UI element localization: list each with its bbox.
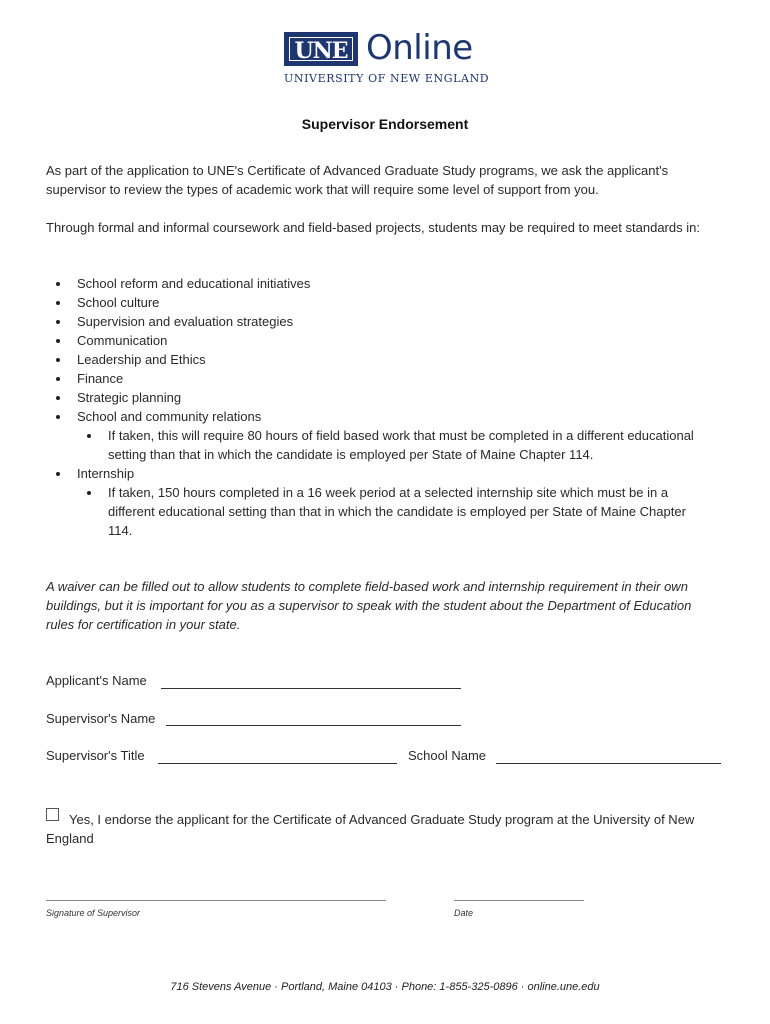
school-name-field[interactable] (496, 763, 721, 764)
list-item: Strategic planning (46, 388, 696, 407)
logo-online-text: Online (366, 28, 473, 68)
page-title: Supervisor Endorsement (301, 116, 469, 132)
list-item: Leadership and Ethics (46, 350, 696, 369)
une-logo-text: UNE (289, 37, 353, 61)
list-item: School reform and educational initiatives (46, 274, 696, 293)
standards-list (46, 274, 696, 540)
list-item-label: Internship (77, 466, 135, 481)
school-name-label: School Name (408, 748, 487, 763)
list-item-group (46, 464, 696, 540)
sub-list-item: If taken, this will require 80 hours of field based work that must be completed in a different educational setting than that in which the candidate is employed per State of Maine Chapter 114. (77, 426, 696, 464)
supervisor-name-label: Supervisor's Name (46, 711, 156, 726)
sub-list (77, 483, 696, 540)
une-logo-box (284, 32, 358, 66)
list-item: School culture (46, 293, 696, 312)
list-item: Communication (46, 331, 696, 350)
logo-subtitle: UNIVERSITY OF NEW ENGLAND (284, 72, 490, 85)
applicant-name-label: Applicant's Name (46, 673, 147, 688)
supervisor-title-field[interactable] (158, 763, 397, 764)
waiver-note: A waiver can be filled out to allow students to complete field-based work and internship requirement in their own buildings, but it is important for you as a supervisor to speak with the student about the Department of Education rules for certification in your state. (46, 579, 692, 632)
sub-list-item: If taken, 150 hours completed in a 16 week period at a selected internship site which must be in a different educational setting than that in which the candidate is employed per State of Maine Chapter 114. (77, 483, 696, 540)
list-item-label: School and community relations (77, 409, 262, 424)
sub-list (77, 426, 696, 464)
date-field[interactable] (454, 900, 584, 901)
signature-field[interactable] (46, 900, 386, 901)
list-item: Supervision and evaluation strategies (46, 312, 696, 331)
list-item: Finance (46, 369, 696, 388)
supervisor-name-field[interactable] (166, 725, 461, 726)
list-item-group (46, 407, 696, 464)
supervisor-title-label: Supervisor's Title (46, 748, 145, 763)
standards-intro: Through formal and informal coursework and field-based projects, students may be required to meet standards in: (46, 220, 700, 235)
footer-address: 716 Stevens Avenue · Portland, Maine 04103 · Phone: 1-855-325-0896 · online.une.edu (170, 981, 600, 993)
une-online-logo (284, 28, 490, 90)
signature-label: Signature of Supervisor (46, 908, 141, 918)
intro-paragraph: As part of the application to UNE's Certificate of Advanced Graduate Study programs, we ask the applicant's supervisor to review the types of academic work that will require some level of support from you. (46, 163, 669, 197)
date-label: Date (454, 908, 474, 918)
applicant-name-field[interactable] (161, 688, 461, 689)
endorsement-text: Yes, I endorse the applicant for the Certificate of Advanced Graduate Study program at the University of New England (46, 812, 695, 846)
